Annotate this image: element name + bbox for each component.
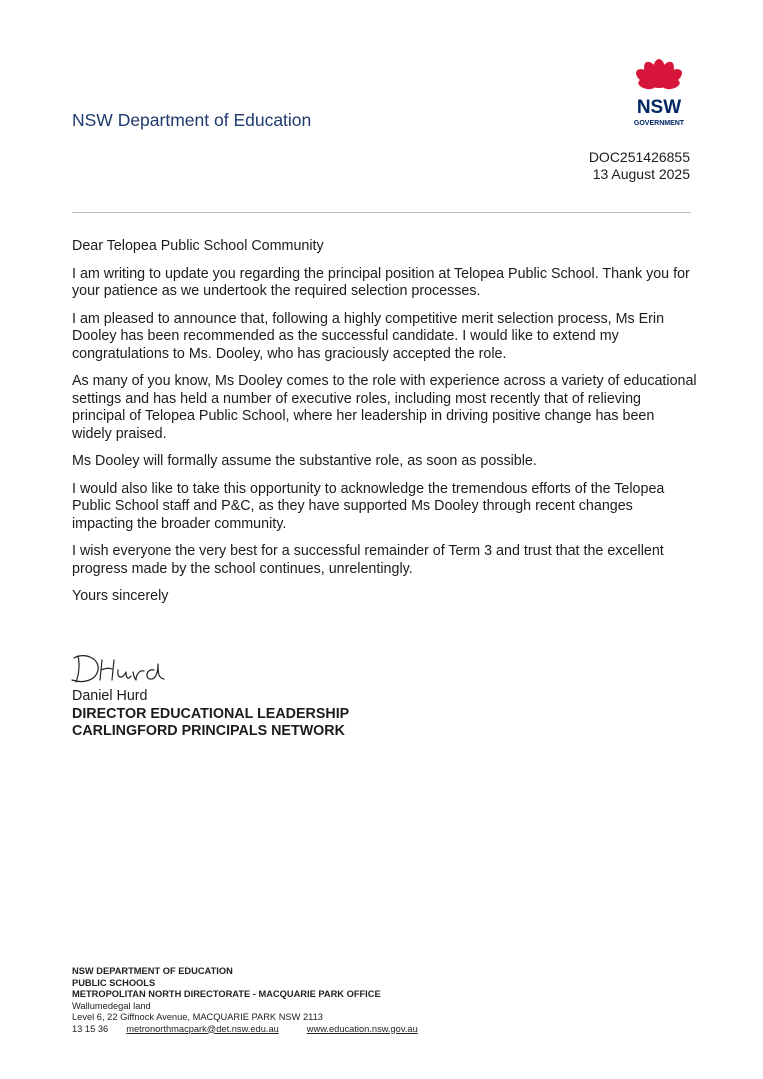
footer-contact-line xyxy=(72,1024,418,1036)
paragraph: I would also like to take this opportunity to acknowledge the tremendous efforts of the Telopea Public School staff and P&C, as they have supported Ms Dooley through recent changes impacting the broader community. xyxy=(72,480,665,532)
document-reference: DOC251426855 xyxy=(588,149,690,165)
footer-office: METROPOLITAN NORTH DIRECTORATE - MACQUARIE PARK OFFICE xyxy=(72,989,381,999)
paragraph: I am writing to update you regarding the principal position at Telopea Public School. Thank you for your patience as we undertook the required selection processes. xyxy=(72,265,690,299)
signer-title: DIRECTOR EDUCATIONAL LEADERSHIP xyxy=(72,705,350,722)
footer-address: Level 6, 22 Giffnock Avenue, MACQUARIE PARK NSW 2113 xyxy=(72,1012,323,1022)
svg-text:NSW: NSW xyxy=(636,97,682,118)
document-reference-block xyxy=(589,149,690,183)
footer-website-link[interactable]: www.education.nsw.gov.au xyxy=(306,1023,418,1034)
signer-network: CARLINGFORD PRINCIPALS NETWORK xyxy=(72,723,345,739)
letter-body xyxy=(72,238,697,616)
paragraph: As many of you know, Ms Dooley comes to the role with experience across a variety of educational settings and has held a number of executive roles, including most recently that of relieving principal of Telopea Public School, where her leadership in driving positive change has been widely praised. xyxy=(72,373,697,442)
paragraph: I am pleased to announce that, following a highly competitive merit selection process, Ms Erin Dooley has been recommended as the successful candidate. I would like to extend my congratulations to Ms. Dooley, who has graciously accepted the role. xyxy=(72,310,665,362)
waratah-flower-icon xyxy=(633,59,684,90)
footer-land-acknowledgement: Wallumedegal land xyxy=(72,1000,151,1011)
footer xyxy=(72,966,418,1035)
footer-email-link[interactable]: metronorthmacpark@det.nsw.edu.au xyxy=(126,1023,279,1034)
signer-name: Daniel Hurd xyxy=(72,688,148,704)
svg-text:GOVERNMENT: GOVERNMENT xyxy=(633,120,685,127)
nsw-government-logo xyxy=(626,58,692,130)
footer-department: NSW DEPARTMENT OF EDUCATION xyxy=(72,966,233,976)
handwritten-signature xyxy=(70,650,180,688)
footer-phone: 13 15 36 xyxy=(72,1023,109,1034)
department-name: NSW Department of Education xyxy=(72,110,312,130)
document-date: 13 August 2025 xyxy=(592,166,690,182)
header-divider xyxy=(72,212,691,213)
footer-division: PUBLIC SCHOOLS xyxy=(72,977,156,988)
paragraph: I wish everyone the very best for a successful remainder of Term 3 and trust that the excellent progress made by the school continues, unrelentingly. xyxy=(72,543,664,577)
closing: Yours sincerely xyxy=(72,588,169,604)
paragraph: Ms Dooley will formally assume the substantive role, as soon as possible. xyxy=(72,453,537,469)
salutation: Dear Telopea Public School Community xyxy=(72,238,324,254)
signer-block xyxy=(72,688,349,741)
